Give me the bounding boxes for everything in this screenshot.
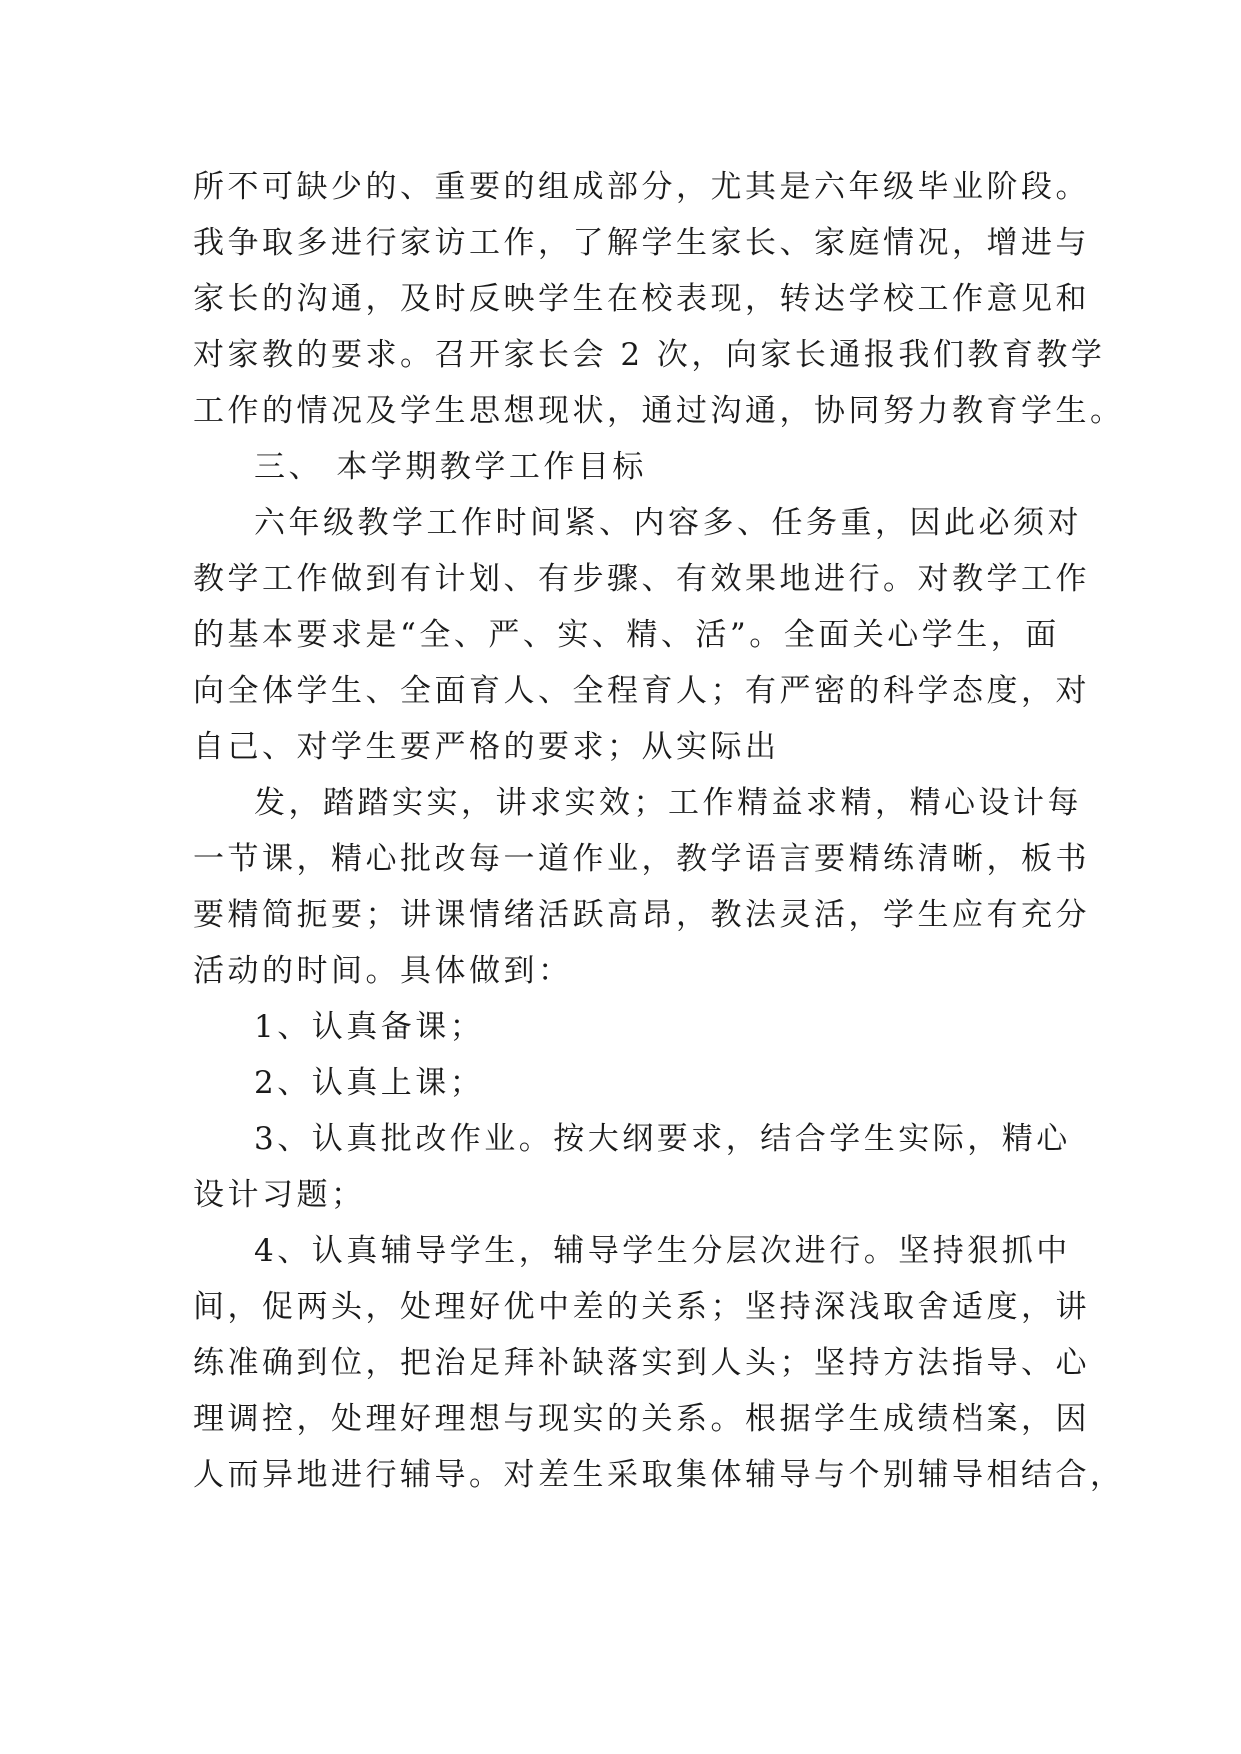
section-heading: 三、 本学期教学工作目标 bbox=[254, 449, 647, 485]
text-line: 活动的时间。具体做到： bbox=[193, 953, 573, 989]
text-line: 我争取多进行家访工作，了解学生家长、家庭情况，增进与 bbox=[193, 225, 1090, 261]
text-line: 设计习题； bbox=[193, 1177, 366, 1213]
text-line: 发，踏踏实实，讲求实效；工作精益求精，精心设计每 bbox=[254, 785, 1082, 821]
text-line: 自己、对学生要严格的要求；从实际出 bbox=[193, 729, 780, 765]
text-line: 向全体学生、全面育人、全程育人；有严密的科学态度，对 bbox=[193, 673, 1090, 709]
text-line: 对家教的要求。召开家长会 2 次，向家长通报我们教育教学 bbox=[193, 337, 1106, 373]
text-line: 理调控，处理好理想与现实的关系。根据学生成绩档案，因 bbox=[193, 1401, 1090, 1437]
text-line: 工作的情况及学生思想现状，通过沟通，协同努力教育学生。 bbox=[193, 393, 1125, 429]
text-line: 教学工作做到有计划、有步骤、有效果地进行。对教学工作 bbox=[193, 561, 1090, 597]
text-line: 要精简扼要；讲课情绪活跃高昂，教法灵活，学生应有充分 bbox=[193, 897, 1090, 933]
text-line: 练准确到位，把治足拜补缺落实到人头；坚持方法指导、心 bbox=[193, 1345, 1090, 1381]
list-item: 4、认真辅导学生，辅导学生分层次进行。坚持狠抓中 bbox=[254, 1233, 1071, 1269]
text-line: 六年级教学工作时间紧、内容多、任务重，因此必须对 bbox=[254, 505, 1082, 541]
text-line: 间，促两头，处理好优中差的关系；坚持深浅取舍适度，讲 bbox=[193, 1289, 1090, 1325]
list-item: 3、认真批改作业。按大纲要求，结合学生实际，精心 bbox=[254, 1121, 1071, 1157]
list-item: 1、认真备课； bbox=[254, 1009, 485, 1045]
text-line: 人而异地进行辅导。对差生采取集体辅导与个别辅导相结合， bbox=[193, 1457, 1125, 1493]
text-line: 的基本要求是“全、严、实、精、活”。全面关心学生，面 bbox=[193, 617, 1060, 653]
list-item: 2、认真上课； bbox=[254, 1065, 485, 1101]
text-line: 家长的沟通，及时反映学生在校表现，转达学校工作意见和 bbox=[193, 281, 1090, 317]
text-line: 一节课，精心批改每一道作业，教学语言要精练清晰，板书 bbox=[193, 841, 1090, 877]
text-line: 所不可缺少的、重要的组成部分，尤其是六年级毕业阶段。 bbox=[193, 169, 1090, 205]
